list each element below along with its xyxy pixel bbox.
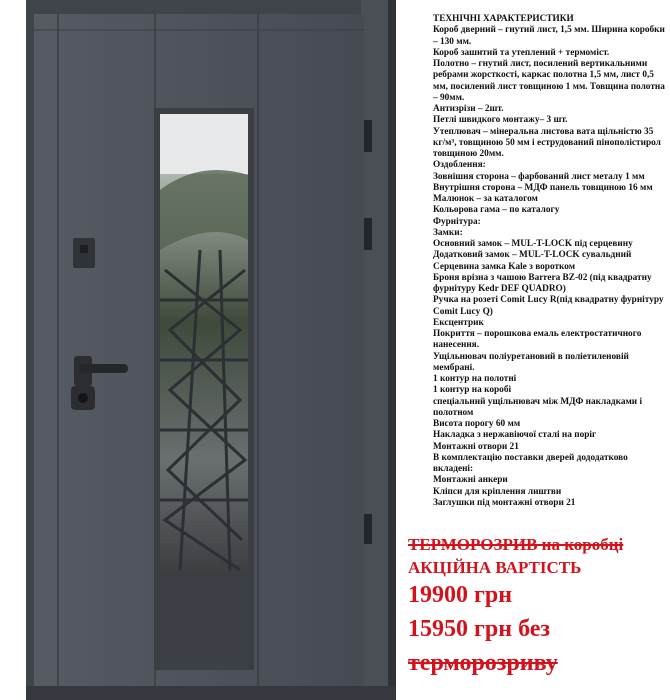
spec-line: Серцевина замка Kale з воротком [433, 261, 576, 272]
spec-line: Кліпси для кріплення лиштви [433, 486, 562, 497]
spec-line: Оздоблення: [433, 160, 486, 171]
spec-line: Полотно – гнутий лист, посилений вертикальними ребрами жорсткості, каркас полотна 1,5 мм, лист 0,5 мм, посилений лист товщиною 1 мм. Товщина полотна – 90мм. [433, 59, 665, 103]
spec-line: Ексцентрик [433, 317, 484, 328]
spec-line: спеціальний ущільнювач між МДФ накладками і полотном [433, 396, 643, 418]
spec-line: В комплектацію поставки дверей дододатково вкладені: [433, 452, 628, 474]
spec-line: Висота порогу 60 мм [433, 419, 521, 429]
spec-line: Антизрізи – 2шт. [433, 104, 504, 114]
lock-cylinder [71, 386, 95, 410]
spec-line: Короб дверний – гнутий лист, 1,5 мм. Ширина коробки – 130 мм. [433, 25, 665, 47]
spec-line: Зовнішня сторона – фарбований лист металу 1 мм [433, 171, 645, 182]
spec-line: Накладка з нержавіючої сталі на поріг [433, 430, 597, 441]
spec-line: Монтажні анкери [433, 475, 508, 486]
spec-line: 1 контур на полотні [433, 374, 517, 384]
spec-line: Додатковий замок – MUL-T-LOCK сувальдний [433, 250, 632, 261]
technical-specs [433, 14, 667, 509]
spec-line: Утеплювач – мінеральна листова вата щільністю 35 кг/м³, товщиною 50 мм і еструдований пінополістирол товщиною 20мм. [433, 126, 661, 159]
spec-line: Броня врізна з чашою Barrera BZ-02 (під квадратну фурнітуру Kedr DEF QUADRO) [433, 272, 652, 294]
spec-line: Короб зашитий та утеплений + термоміст. [433, 47, 610, 58]
spec-line: Монтажні отвори 21 [433, 441, 519, 452]
spec-line: 1 контур на коробі [433, 385, 512, 396]
spec-line: Замки: [433, 227, 463, 238]
spec-line: Фурнітура: [433, 216, 481, 227]
spec-line: Петлі швидкого монтажу– 3 шт. [433, 115, 568, 126]
spec-line: Покриття – порошкова емаль електростатичного нанесення. [433, 329, 642, 351]
glass-insert [154, 108, 254, 670]
spec-line: Малюнок – за каталогом [433, 194, 538, 204]
spec-line: Кольорова гама – по каталогу [433, 205, 560, 216]
spec-line: Ручка на розеті Comit Lucy R(під квадратну фурнітуру Comit Lucy Q) [433, 295, 664, 317]
promo-price-label: АКЦІЙНА ВАРТІСТЬ [408, 558, 582, 577]
spec-line: Внутрішня сторона – МДФ панель товщиною 16 мм [433, 182, 653, 193]
spec-line: Ущільнювач поліуретановий в поліетиленовій мембрані. [433, 351, 629, 373]
price-without-thermal-break: 15950 грн без [408, 616, 551, 642]
thermal-break-note: ТЕРМОРОЗРИВ на коробці [408, 535, 624, 554]
spec-line: Заглушки під монтажні отвори 21 [433, 497, 576, 508]
price-without-thermal-break-suffix: терморозриву [408, 650, 558, 676]
spec-line: ТЕХНІЧНІ ХАРАКТЕРИСТИКИ [433, 14, 574, 24]
price-with-thermal-break: 19900 грн [408, 582, 513, 608]
spec-line: Основний замок – MUL-T-LOCK під серцевину [433, 239, 633, 249]
